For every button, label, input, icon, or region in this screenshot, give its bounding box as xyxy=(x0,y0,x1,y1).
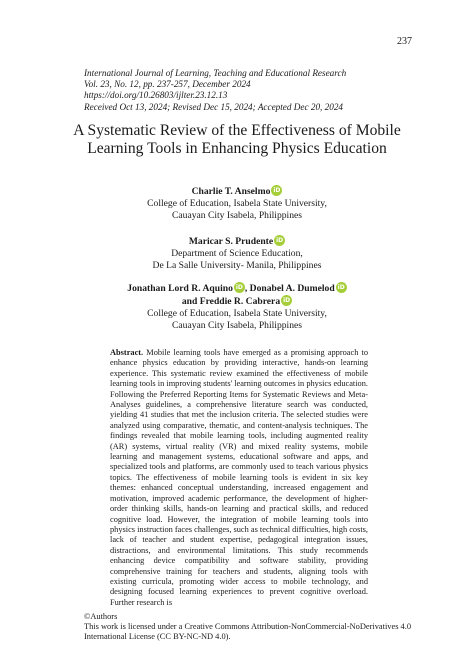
journal-name: International Journal of Learning, Teaching and Educational Research xyxy=(84,68,347,78)
author-name: Donabel A. Dumelod xyxy=(249,283,335,294)
license-text: International License (CC BY-NC-ND 4.0). xyxy=(84,632,231,642)
copyright-line: ©Authors xyxy=(84,612,118,621)
author-affiliation: Cauayan City Isabela, Philippines xyxy=(171,320,303,331)
author-name: Jonathan Lord R. Aquino xyxy=(127,283,233,294)
journal-volume: Vol. 23, No. 12, pp. 237-257, December 2024 xyxy=(84,79,251,90)
author-name: Maricar S. Prudente xyxy=(188,236,274,247)
license-text: This work is licensed under a Creative Commons Attribution-NonCommercial-NoDerivatives 4.0 xyxy=(84,622,412,632)
author-separator: , xyxy=(244,283,250,294)
journal-dates: Received Oct 13, 2024; Revised Dec 15, 2024; Accepted Dec 20, 2024 xyxy=(84,101,344,112)
author-block-2 xyxy=(60,235,414,272)
orcid-icon[interactable]: iD xyxy=(337,284,345,291)
author-conjunction: and xyxy=(181,296,200,307)
author-block-1 xyxy=(60,185,414,222)
author-affiliation: College of Education, Isabela State University, xyxy=(147,308,327,319)
abstract-label: Abstract. xyxy=(110,348,144,357)
author-name: Freddie R. Cabrera xyxy=(199,296,281,307)
orcid-icon[interactable]: iD xyxy=(283,297,291,304)
orcid-icon[interactable]: iD xyxy=(235,284,243,291)
author-affiliation: College of Education, Isabela State University, xyxy=(147,198,327,209)
abstract-text: Mobile learning tools have emerged as a promising approach to enhance physics education by providing interactive, hands-on learning experience. This systematic review examined the effectiveness of mobile learning tools in improving students' learning outcomes in physics education. Following the Preferred Reporting Items for Systematic Reviews and Meta-Analyses guidelines, a comprehensive literature search was conducted, yielding 41 studies that met the inclusion criteria. The selected studies were analyzed using comparative, thematic, and content-analysis techniques. The findings revealed that mobile learning tools, including augmented reality (AR) systems, virtual reality (VR) and mixed reality systems, mobile learning and management systems, educational software and apps, and specialized tools and platforms, are commonly used to teach various physics topics. The effectiveness of mobile learning tools is evident in six key themes: enhanced conceptual understanding, increased engagement and motivation, improved academic performance, the development of higher-order thinking skills, hands-on learning and practical skills, and reduced cognitive load. However, the integration of mobile learning tools into physics instruction faces challenges, such as technical difficulties, high costs, lack of teacher and student expertise, pedagogical integration issues, distractions, and environmental limitations. This study recommends enhancing device compatibility and software stability, providing comprehensive training for teachers and students, aligning tools with existing curricula, promoting wider access to mobile technology, and designing focused learning experiences to prevent cognitive overload. Further research is xyxy=(110,348,368,606)
author-affiliation: Department of Science Education, xyxy=(171,248,303,259)
author-block-3 xyxy=(60,282,414,332)
orcid-icon[interactable]: iD xyxy=(273,187,281,194)
license-footer xyxy=(84,612,414,643)
paper-title: A Systematic Review of the Effectiveness of Mobile Learning Tools in Enhancing Physics Education xyxy=(73,122,401,158)
page-number: 237 xyxy=(397,36,412,47)
author-affiliation: De La Salle University- Manila, Philippines xyxy=(152,260,322,271)
author-affiliation: Cauayan City Isabela, Philippines xyxy=(171,210,303,221)
orcid-icon[interactable]: iD xyxy=(276,237,284,244)
journal-info xyxy=(84,68,404,113)
abstract xyxy=(110,348,368,606)
journal-doi[interactable]: https://doi.org/10.26803/ijlter.23.12.13 xyxy=(84,90,228,101)
author-name: Charlie T. Anselmo xyxy=(191,186,271,197)
